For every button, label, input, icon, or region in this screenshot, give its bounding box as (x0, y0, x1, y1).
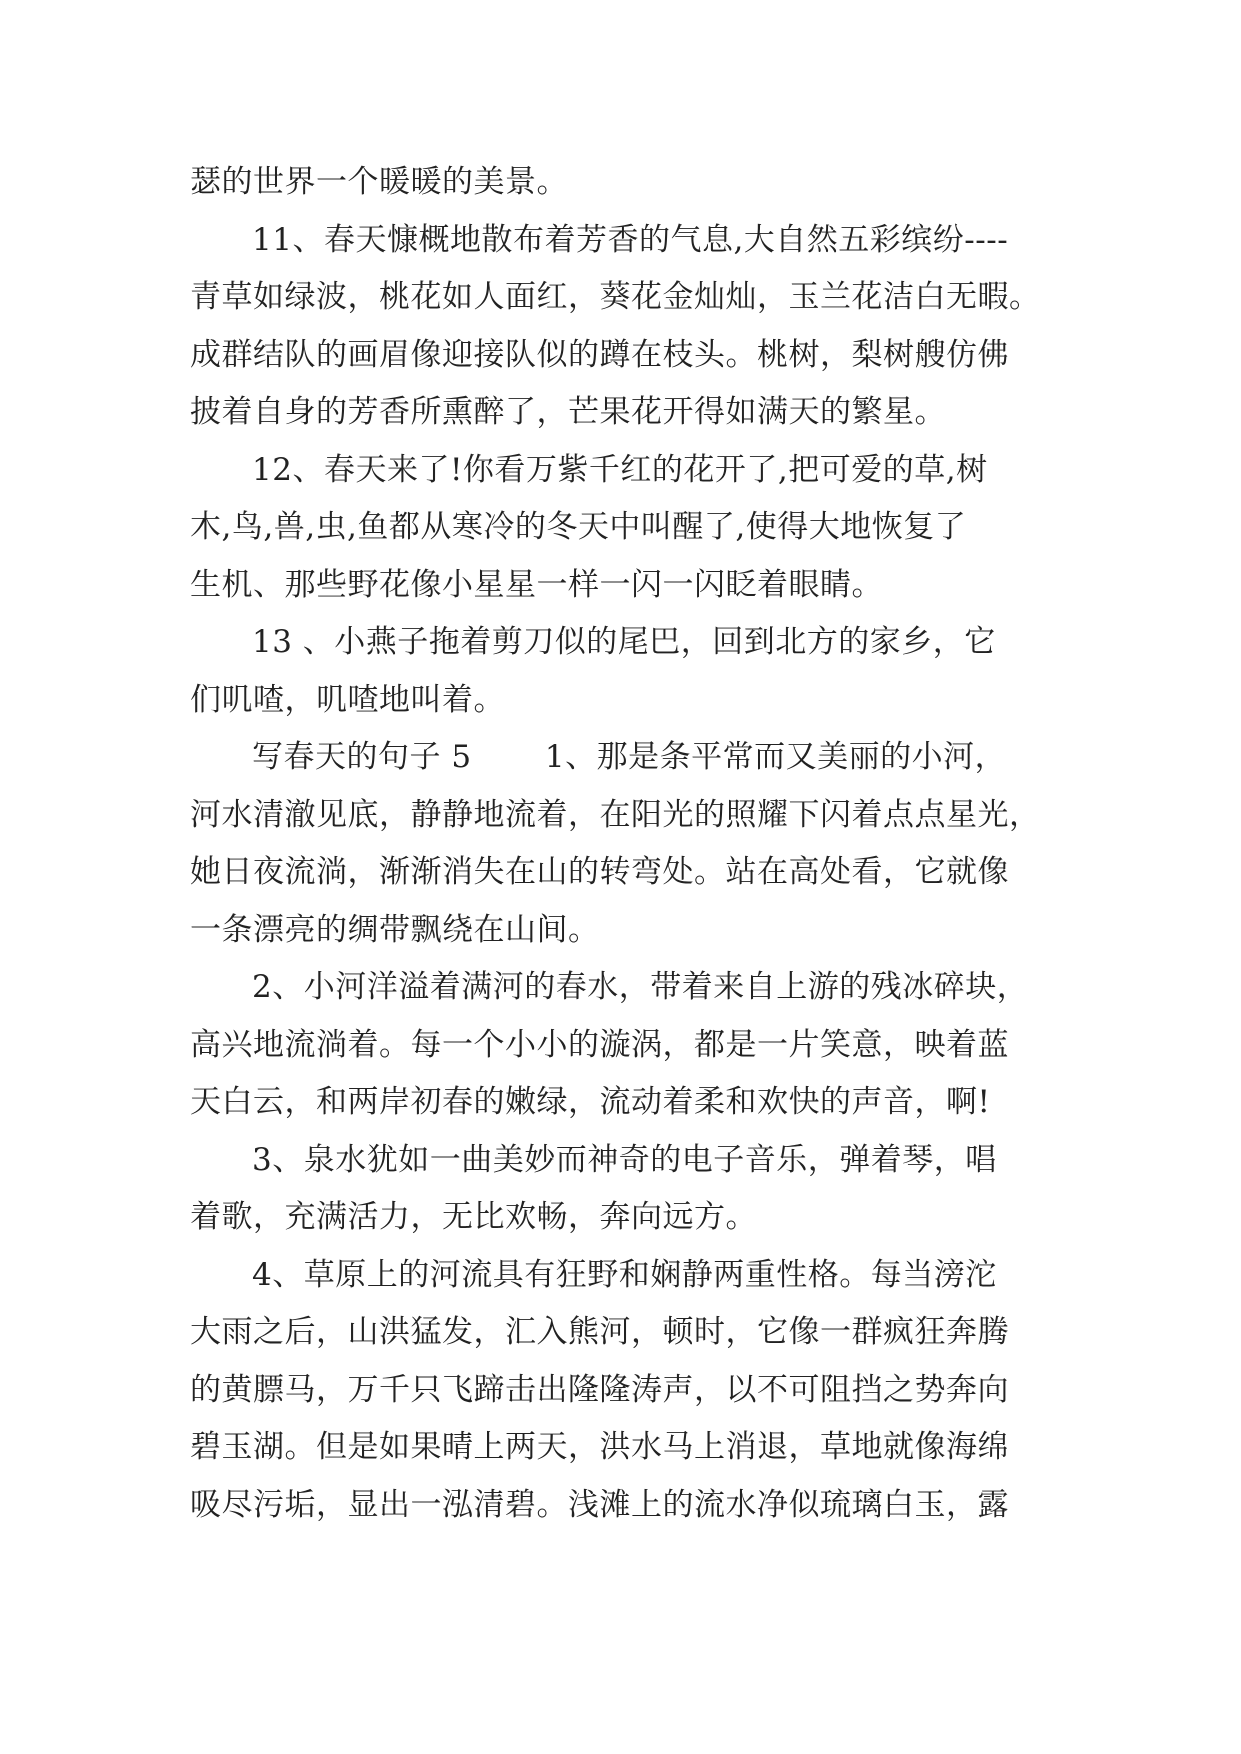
text-line: 碧玉湖。但是如果晴上两天，洪水马上消退，草地就像海绵 (190, 1429, 1009, 1465)
text-line: 生机、那些野花像小星星一样一闪一闪眨着眼睛。 (190, 567, 883, 603)
text-line: 河水清澈见底，静静地流着，在阳光的照耀下闪着点点星光， (190, 797, 1041, 833)
text-line: 成群结队的画眉像迎接队似的蹲在枝头。桃树，梨树艘仿佛 (190, 337, 1009, 373)
text-line: 披着自身的芳香所熏醉了，芒果花开得如满天的繁星。 (190, 394, 946, 430)
text-line: 天白云，和两岸初春的嫩绿，流动着柔和欢快的声音，啊! (190, 1084, 991, 1120)
text-line: 吸尽污垢，显出一泓清碧。浅滩上的流水净似琉璃白玉，露 (190, 1487, 1009, 1523)
text-line: 12、春天来了!你看万紫千红的花开了,把可爱的草,树 (252, 452, 988, 488)
text-line: 青草如绿波，桃花如人面红，葵花金灿灿，玉兰花洁白无暇。 (190, 279, 1041, 315)
text-line: 13 、小燕子拖着剪刀似的尾巴，回到北方的家乡，它 (252, 624, 996, 660)
text-line: 高兴地流淌着。每一个小小的漩涡，都是一片笑意，映着蓝 (190, 1027, 1009, 1063)
text-line: 11、春天慷概地散布着芳香的气息,大自然五彩缤纷---- (252, 222, 1009, 258)
text-line: 一条漂亮的绸带飘绕在山间。 (190, 912, 600, 948)
text-line: 的黄膘马，万千只飞蹄击出隆隆涛声，以不可阻挡之势奔向 (190, 1372, 1009, 1408)
text-line: 3、泉水犹如一曲美妙而神奇的电子音乐，弹着琴，唱 (252, 1142, 997, 1178)
text-line: 写春天的句子 5 1、那是条平常而又美丽的小河， (252, 739, 1007, 775)
text-line: 4、草原上的河流具有狂野和娴静两重性格。每当滂沱 (252, 1257, 997, 1293)
text-line: 着歌，充满活力，无比欢畅，奔向远方。 (190, 1199, 757, 1235)
text-line: 木,鸟,兽,虫,鱼都从寒冷的冬天中叫醒了,使得大地恢复了 (190, 509, 967, 545)
text-line: 们叽喳，叽喳地叫着。 (190, 682, 505, 718)
text-line: 瑟的世界一个暖暖的美景。 (190, 164, 568, 200)
text-line: 2、小河洋溢着满河的春水，带着来自上游的残冰碎块， (252, 969, 1029, 1005)
text-line: 她日夜流淌，渐渐消失在山的转弯处。站在高处看，它就像 (190, 854, 1009, 890)
text-line: 大雨之后，山洪猛发，汇入熊河，顿时，它像一群疯狂奔腾 (190, 1314, 1009, 1350)
